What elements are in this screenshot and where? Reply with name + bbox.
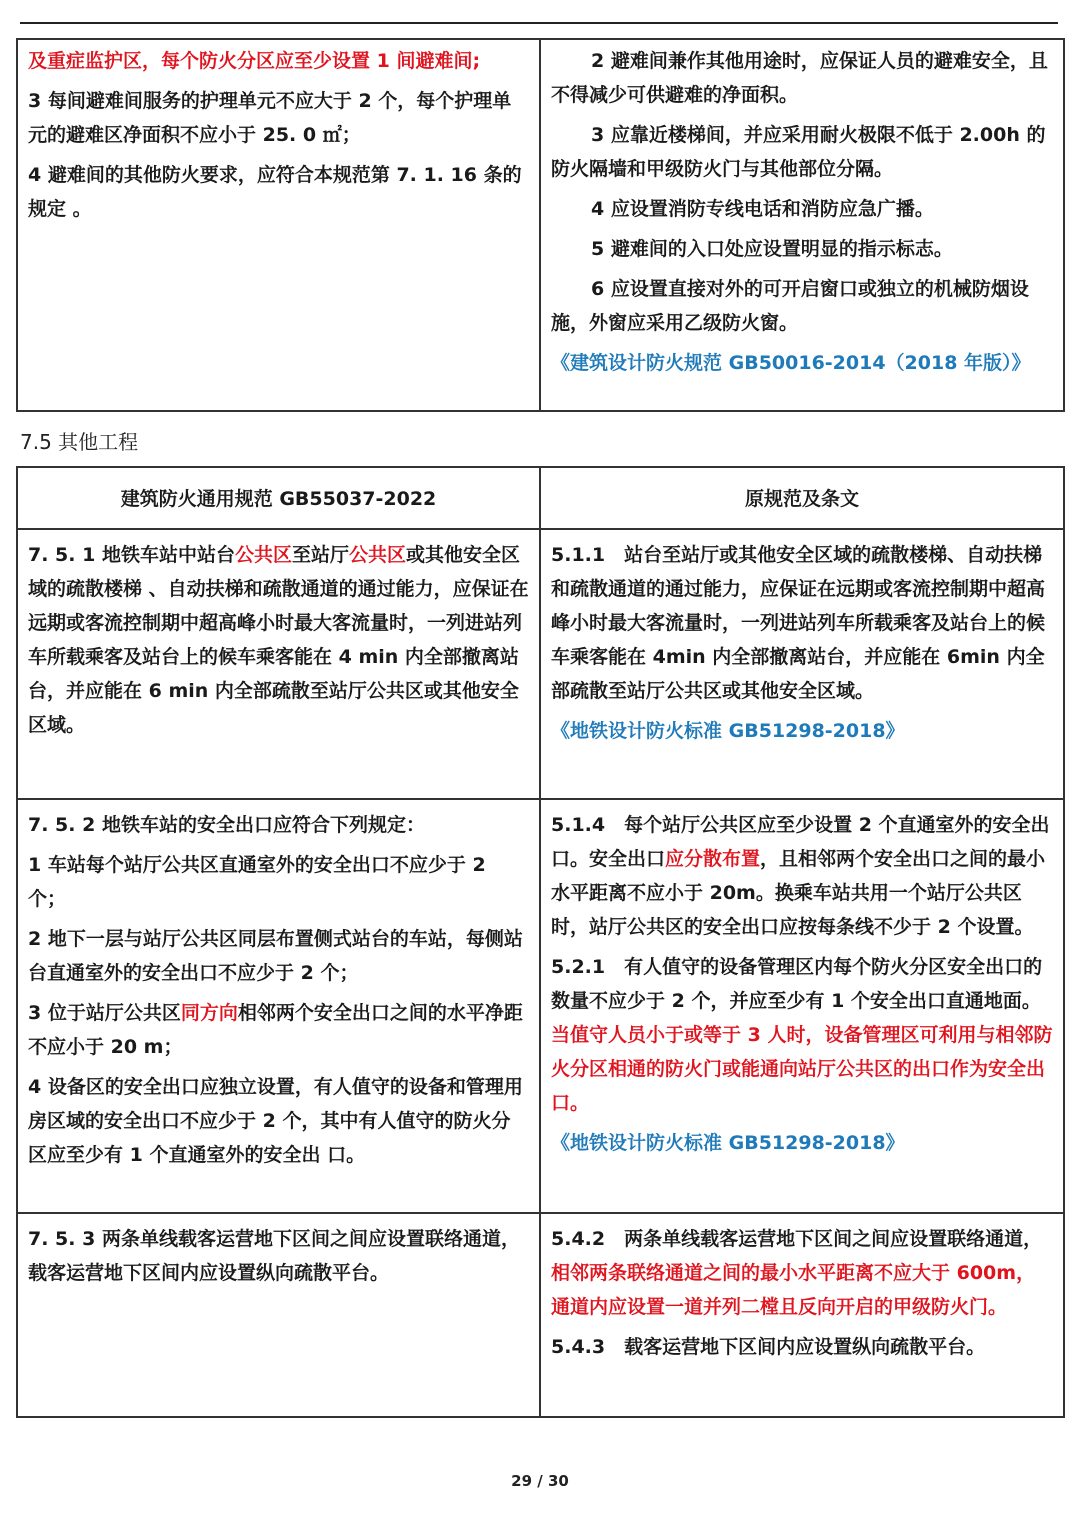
clause-text: 1 车站每个站厅公共区直通室外的安全出口不应少于 2 个； [28, 854, 486, 910]
clause-text: 及重症监护区，每个防火分区应至少设置 1 间避难间; [28, 50, 481, 72]
new-code-cell [17, 799, 540, 1213]
clause-text: 4 应设置消防专线电话和消防应急广播。 [591, 198, 934, 220]
text-span: 3 位于站厅公共区 [28, 1002, 181, 1024]
original-code-cell [540, 39, 1064, 411]
clause-text: 7. 5. 2 地铁车站的安全出口应符合下列规定： [28, 814, 425, 836]
highlight-span: 应分散布置 [665, 848, 761, 870]
source-citation: 《地铁设计防火标准 GB51298-2018》 [551, 1132, 905, 1154]
table-row [17, 1213, 1064, 1417]
text-span: 相邻两个安全出口之间的水平净距不应小于 20 m； [28, 1002, 523, 1058]
new-code-cell [17, 39, 540, 411]
text-span: 7. 5. 1 地铁车站中站台 [28, 544, 235, 566]
new-code-cell [17, 529, 540, 799]
clause-text: 2 地下一层与站厅公共区同层布置侧式站台的车站，每侧站台直通室外的安全出口不应少于 2 个； [28, 928, 523, 984]
text-span: 或其他安全区域的疏散楼梯 、自动扶梯和疏散通道的通过能力，应保证在远期或客流控制期中超高峰小时最大客流量时，一列进站列车所载乘客及站台上的候车乘客能在 4 min 内全部撤离站台，并应能在 6 min 内全部疏散至站厅公共区或其他安全区域。 [28, 544, 529, 736]
source-citation: 《地铁设计防火标准 GB51298-2018》 [551, 720, 905, 742]
original-code-cell [540, 1213, 1064, 1417]
clause-text: 6 应设置直接对外的可开启窗口或独立的机械防烟设施，外窗应采用乙级防火窗。 [551, 278, 1029, 334]
clause-text [551, 1222, 1053, 1324]
clause-text: 2 避难间兼作其他用途时，应保证人员的避难安全，且不得减少可供避难的净面积。 [551, 50, 1048, 106]
highlight-span: 公共区 [348, 544, 406, 566]
clause-text: 5 避难间的入口处应设置明显的指示标志。 [591, 238, 953, 260]
comparison-table-continued [16, 38, 1065, 412]
clause-text: 5.1.1 站台至站厅或其他安全区域的疏散楼梯、自动扶梯和疏散通道的通过能力，应保证在远期或客流控制期中超高峰小时最大客流量时，一列进站列车所载乘客及站台上的候车乘客能在 4min 内全部撤离站台，并应能在 6min 内全部疏散至站厅公共区或其他安全区域。 [551, 544, 1046, 702]
comparison-table [16, 466, 1065, 1418]
clause-text: 4 设备区的安全出口应独立设置，有人值守的设备和管理用房区域的安全出口不应少于 2 个，其中有人值守的防火分区应至少有 1 个直通室外的安全出 口。 [28, 1076, 523, 1166]
highlight-span: 公共区 [234, 544, 292, 566]
text-span: 5.1.4 每个站厅公共区应至少设置 2 个直通室外的安全出口。安全出口 [551, 814, 1050, 870]
clause-text: 3 每间避难间服务的护理单元不应大于 2 个，每个护理单元的避难区净面积不应小于 25. 0 ㎡； [28, 90, 512, 146]
clause-text [28, 996, 529, 1064]
source-citation: 《建筑设计防火规范 GB50016-2014（2018 年版）》 [551, 352, 1031, 374]
clause-text [551, 808, 1053, 944]
text-span: 5.2.1 有人值守的设备管理区内每个防火分区安全出口的数量不应少于 2 个，并应至少有 1 个安全出口直通地面。 [551, 956, 1043, 1012]
original-code-cell [540, 799, 1064, 1213]
table-row [17, 529, 1064, 799]
text-span: 5.4.2 两条单线载客运营地下区间之间应设置联络通道， [551, 1228, 1043, 1250]
original-code-cell [540, 529, 1064, 799]
header-original-code: 原规范及条文 [540, 467, 1064, 529]
table-row [17, 799, 1064, 1213]
clause-text: 7. 5. 3 两条单线载客运营地下区间之间应设置联络通道，载客运营地下区间内应设置纵向疏散平台。 [28, 1228, 520, 1284]
clause-text: 3 应靠近楼梯间，并应采用耐火极限不低于 2.00h 的防火隔墙和甲级防火门与其他部位分隔。 [551, 124, 1046, 180]
highlight-span: 同方向 [180, 1002, 238, 1024]
clause-text: 5.4.3 载客运营地下区间内应设置纵向疏散平台。 [551, 1336, 986, 1358]
text-span: ，且相邻两个安全出口之间的最小水平距离不应小于 20m。换乘车站共用一个站厅公共区时，站厅公共区的安全出口应按每条线不少于 2 个设置。 [551, 848, 1046, 938]
page-number: 29 / 30 [511, 1472, 569, 1490]
section-title: 7.5 其他工程 [20, 430, 139, 454]
new-code-cell [17, 1213, 540, 1417]
top-rule [20, 22, 1058, 24]
highlight-span: 相邻两条联络通道之间的最小水平距离不应大于 600m，通道内应设置一道并列二樘且反向开启的甲级防火门。 [551, 1262, 1036, 1318]
clause-text: 4 避难间的其他防火要求，应符合本规范第 7. 1. 16 条的规定 。 [28, 164, 522, 220]
header-new-code: 建筑防火通用规范 GB55037-2022 [17, 467, 540, 529]
clause-text [28, 538, 529, 742]
highlight-span: 当值守人员小于或等于 3 人时，设备管理区可利用与相邻防火分区相通的防火门或能通向站厅公共区的出口作为安全出口。 [551, 1024, 1053, 1114]
text-span: 至站厅 [291, 544, 349, 566]
clause-text [551, 950, 1053, 1120]
